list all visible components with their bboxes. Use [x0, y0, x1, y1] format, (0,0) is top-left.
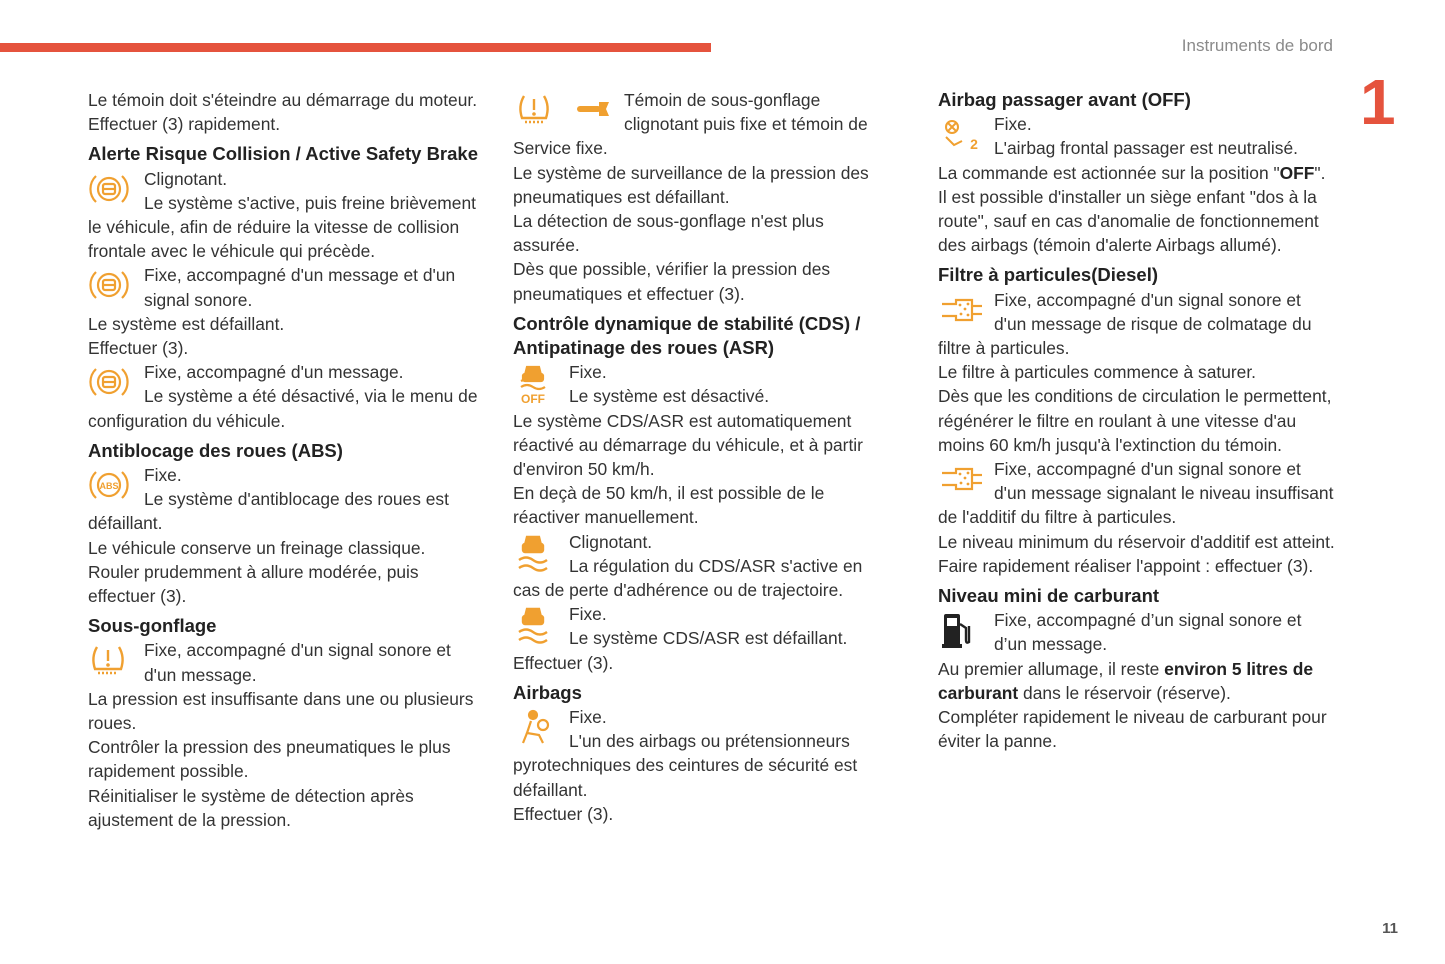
cds-entry-fault: Fixe. Le système CDS/ASR est défaillant. [513, 602, 893, 650]
fuel-pump-icon [938, 608, 994, 652]
cds-entry-flashing: Clignotant. La régulation du CDS/ASR s'active en cas de perte d'adhérence ou de trajectoire. [513, 531, 863, 601]
collision-warning-icon [88, 167, 144, 211]
abs-entry: ABS Fixe. Le système d'antiblocage des roues est défaillant. [88, 465, 449, 534]
stability-control-icon [513, 602, 569, 646]
page-number: 11 [1382, 920, 1398, 937]
header-accent-bar [0, 43, 711, 52]
collision-warning-icon [88, 263, 144, 307]
cds-heading: Contrôle dynamique de stabilité (CDS) / Antipatinage des roues (ASR) [513, 312, 861, 359]
fuel-entry: Fixe, accompagné d’un signal sonore et d’un message. [938, 608, 1338, 656]
particle-filter-icon [938, 288, 994, 332]
collision-warning-icon [88, 360, 144, 404]
tyre-pressure-icon [88, 638, 144, 682]
underinflation-heading: Sous-gonflage [88, 615, 217, 637]
column-2: Témoin de sous-gonflage clignotant puis fixe et témoin de Service fixe. Le système de surveillance de la pression des pneumatiques est défaillant. La détection de sous-gonflage n'est plus assurée. Dès que possible, vérifier la pression des pneumatiques et effectuer (3). Contrôle dynamique de stabilité (CDS) / Antipatinage des roues (ASR) OFF Fixe. Le système est désactivé. Le système CDS/ASR est automatiquement réactivé au démarrage du véhicule, et à partir d'environ 50 km/h. En deçà de 50 km/h, il est possible de le réactiver manuellement. Clignotant. La régulation du CDS/ASR s'active en cas de perte d'adhérence ou de trajectoire. Fixe. Le système CDS/ASR est défaillant. Effectuer (3). Airbags Fixe. L'un des airbags ou prétensionneurs pyrotechniques des ceintures de sécurité est défaillant. Effectuer (3). [513, 88, 893, 826]
off-label: OFF [521, 392, 545, 406]
column-3: Airbag passager avant (OFF) 2 Fixe. L'airbag frontal passager est neutralisé. La commande est actionnée sur la position "OFF". Il est possible d'installer un siège enfant "dos à la route", sauf en cas d'anomalie de fonctionnement des airbags (témoin d'alerte Airbags allumé). Filtre à particules(Diesel) Fixe, accompagné d'un signal sonore et d'un message de risque de colmatage du filtre à particules. Le filtre à particules commence à saturer. Dès que les conditions de circulation le permettent, régénérer le filtre en roulant à une vitesse d'au moins 60 km/h jusqu'à l'extinction du témoin. Fixe, accompagné d'un signal sonore et d'un message signalant le niveau insuffisant de l'additif du filtre à particules. Le niveau minimum du réservoir d'additif est atteint. Faire rapidement réaliser l'appoint : effectuer (3). Niveau mini de carburant Fixe, accompagné d’un signal sonore et d’un message. Au premier allumage, il reste environ 5 litres de carburant dans le réservoir (réserve). Compléter rapidement le niveau de carburant pour éviter la panne. [938, 88, 1338, 753]
underinflation-entry: Fixe, accompagné d'un signal sonore et d'un message. [88, 638, 486, 686]
airbags-entry: Fixe. L'un des airbags ou prétensionneurs pyrotechniques des ceintures de sécurité est défaillant. [513, 707, 858, 800]
tpms-and-service-icons [513, 88, 624, 132]
section-title: Instruments de bord [1181, 36, 1333, 55]
dpf-entry-clogging: Fixe, accompagné d'un signal sonore et d'un message de risque de colmatage du filtre à particules. [938, 289, 1312, 359]
collision-heading: Alerte Risque Collision / Active Safety Brake [88, 143, 478, 165]
chapter-number: 1 [1360, 66, 1396, 138]
abs-heading: Antiblocage des roues (ABS) [88, 439, 343, 461]
stability-control-icon [513, 530, 569, 574]
collision-entry-fixed-fault: Fixe, accompagné d'un message et d'un signal sonore. [88, 263, 486, 311]
airbags-heading: Airbags [513, 681, 582, 703]
collision-entry-flashing: Clignotant. Le système s'active, puis freine brièvement le véhicule, afin de réduire la vitesse de collision frontale avec le véhicule qui précède. [88, 168, 476, 262]
cds-entry-off: OFF Fixe. Le système est désactivé. [513, 360, 893, 408]
abs-icon-label: ABS [99, 481, 119, 492]
dpf-entry-additive: Fixe, accompagné d'un signal sonore et d'un message signalant le niveau insuffisant de l'additif du filtre à particules. [938, 459, 1334, 528]
passenger-airbag-off-icon [938, 112, 994, 156]
airbag-off-entry: 2 Fixe. L'airbag frontal passager est neutralisé. [938, 112, 1338, 160]
fuel-heading: Niveau mini de carburant [938, 585, 1160, 607]
service-wrench-icon [577, 102, 609, 116]
seat-number: 2 [970, 136, 978, 153]
stability-off-icon [513, 360, 569, 404]
column-1: Le témoin doit s'éteindre au démarrage du moteur. Effectuer (3) rapidement. Alerte Risque Collision / Active Safety Brake Clignotant. Le système s'active, puis freine brièvement le véhicule, afin de réduire la vitesse de collision frontale avec le véhicule qui précède. Fixe, accompagné d'un message et d'un signal sonore. Le système est défaillant. Effectuer (3). Fixe, accompagné d'un message. Le système a été désactivé, via le menu de configuration du véhicule. Antiblocage des roues (ABS) ABS Fixe. Le système d'antiblocage des roues est défaillant. Le véhicule conserve un freinage classique. Rouler prudemment à allure modérée, puis effectuer (3). Sous-gonflage Fixe, accompagné d'un signal sonore et d'un message. La pression est insuffisante dans une ou plusieurs roues. Contrôler la pression des pneumatiques le plus rapidement possible. Réinitialiser le système de détection après ajustement de la pression. [88, 88, 486, 832]
airbag-warning-icon [513, 705, 569, 749]
airbag-off-heading: Airbag passager avant (OFF) [938, 89, 1191, 110]
intro-line: Effectuer (3) rapidement. [88, 114, 281, 135]
collision-entry-disabled: Fixe, accompagné d'un message. Le système a été désactivé, via le menu de configuration du véhicule. [88, 362, 478, 431]
dpf-heading: Filtre à particules(Diesel) [938, 264, 1159, 286]
fuel-reserve-text: Au premier allumage, il reste environ 5 litres de carburant dans le réservoir (réserve). [938, 658, 1314, 703]
tpms-entry: Témoin de sous-gonflage clignotant puis fixe et témoin de Service fixe. [513, 90, 868, 159]
abs-warning-icon [88, 463, 144, 507]
intro-line: Le témoin doit s'éteindre au démarrage du moteur. [88, 90, 478, 110]
particle-filter-icon [938, 457, 994, 501]
airbag-off-position: La commande est actionnée sur la position "OFF". [938, 162, 1326, 183]
